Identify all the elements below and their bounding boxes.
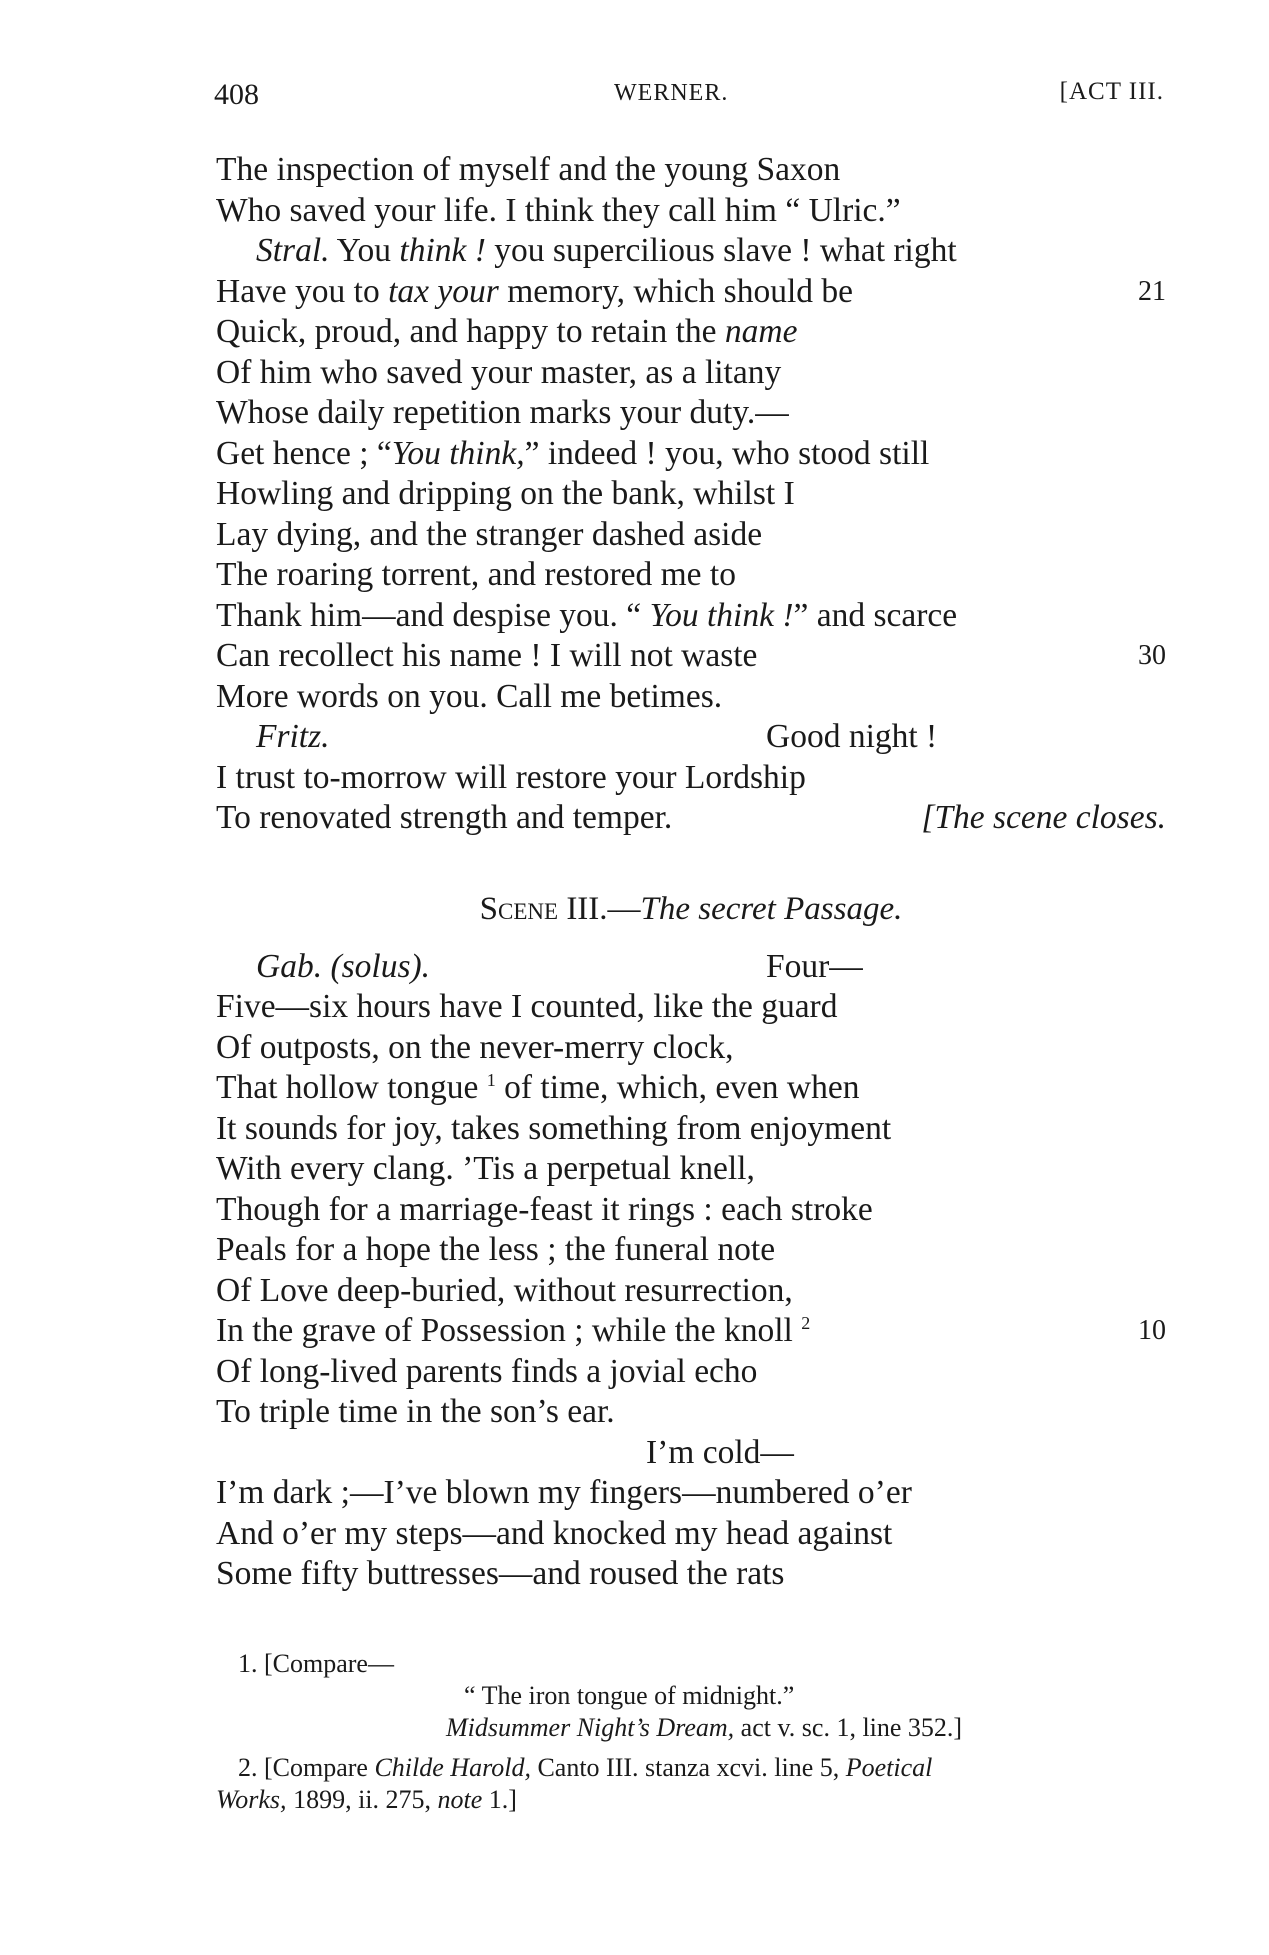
footnote-1-source-rest: act v. sc. 1, line 352.]	[734, 1713, 963, 1742]
scene-gap	[216, 839, 1166, 889]
footnote-1-quote	[216, 1680, 1166, 1712]
footnote-2-text-b: Canto III. stanza xcvi. line 5,	[530, 1753, 846, 1782]
verse-line	[216, 393, 1166, 434]
footnote-1-source	[216, 1712, 1166, 1744]
scene-number: III.—	[558, 890, 641, 927]
verse-text: ” indeed ! you, who stood still	[524, 434, 930, 472]
verse-text: Of Love deep-buried, without resurrection,	[216, 1271, 793, 1309]
scene-heading	[216, 889, 1166, 947]
verse-line	[216, 1271, 1166, 1312]
footnote-2-works-b: Works,	[216, 1785, 287, 1814]
verse-text: Peals for a hope the less ; the funeral note	[216, 1231, 776, 1268]
running-title: WERNER.	[614, 80, 729, 106]
footnote-marker: 1	[486, 1069, 496, 1090]
verse-text: memory, which should be	[498, 272, 854, 310]
stage-direction: (solus).	[322, 947, 431, 985]
verse-text: More words on you. Call me betimes.	[216, 677, 723, 715]
verse-line	[216, 434, 1166, 475]
verse-line	[216, 1230, 1166, 1271]
footnote-2-text-a: 2. [Compare	[238, 1753, 375, 1782]
verse-block	[216, 150, 1166, 1595]
verse-line	[216, 1473, 1166, 1514]
verse-line	[216, 987, 1166, 1028]
verse-text-right: Good night !	[766, 718, 938, 755]
verse-line	[216, 758, 1166, 799]
verse-line	[216, 1311, 1166, 1352]
verse-text: I trust to-morrow will restore your Lordship	[216, 758, 806, 796]
scene-word: Scene	[479, 890, 559, 927]
speaker-name: Gab.	[256, 947, 323, 985]
footnote-1-label	[216, 1648, 1166, 1680]
footnote-marker: 2	[801, 1312, 811, 1333]
verse-text: Though for a marriage-feast it rings : each stroke	[216, 1190, 873, 1228]
footnote-1-source-title: Midsummer Night’s Dream,	[446, 1713, 735, 1742]
verse-text: Howling and dripping on the bank, whilst I	[216, 475, 795, 512]
scene-location: The secret Passage.	[640, 890, 903, 927]
verse-text-right: I’m cold—	[646, 1433, 794, 1471]
verse-line	[216, 312, 1166, 353]
verse-emphasis: You think,	[391, 434, 525, 472]
verse-text: With every clang. ’Tis a perpetual knell,	[216, 1150, 755, 1187]
verse-text: Of him who saved your master, as a litany	[216, 353, 782, 391]
line-number: 30	[1138, 640, 1166, 671]
verse-line	[216, 636, 1166, 677]
footnote-1-label-text: 1. [Compare—	[238, 1649, 394, 1678]
verse-line	[216, 1514, 1166, 1555]
verse-text: of time, which, even when	[495, 1069, 860, 1106]
verse-emphasis: You think !	[649, 596, 794, 634]
verse-text: In the grave of Possession ; while the knoll	[216, 1312, 802, 1349]
speaker-name: Stral.	[256, 232, 330, 269]
act-label: [ACT III.	[1059, 78, 1164, 105]
verse-text: Lay dying, and the stranger dashed aside	[216, 515, 763, 553]
line-number: 10	[1138, 1315, 1166, 1346]
verse-text: Who saved your life. I think they call him “ Ulric.”	[216, 191, 901, 229]
footnote-2-works-a: Poetical	[845, 1753, 933, 1782]
verse-line	[216, 1554, 1166, 1595]
verse-line	[216, 1433, 1166, 1474]
verse-text: That hollow tongue	[216, 1069, 487, 1106]
verse-line	[216, 947, 1166, 988]
verse-text: Five—six hours have I counted, like the guard	[216, 988, 838, 1025]
verse-text: The roaring torrent, and restored me to	[216, 556, 736, 593]
verse-line	[216, 353, 1166, 394]
verse-line	[216, 596, 1166, 637]
verse-text: Quick, proud, and happy to retain the	[216, 313, 725, 350]
verse-text: Of outposts, on the never-merry clock,	[216, 1028, 734, 1066]
verse-line	[216, 1392, 1166, 1433]
footnote-2-title: Childe Harold,	[374, 1753, 531, 1782]
verse-emphasis: name	[724, 313, 798, 350]
verse-text: The inspection of myself and the young Saxon	[216, 151, 841, 188]
verse-line	[216, 272, 1166, 313]
footnotes	[216, 1648, 1166, 1816]
verse-line	[216, 1068, 1166, 1109]
footnote-2-note-word: note	[437, 1785, 483, 1814]
verse-line	[216, 798, 1166, 839]
verse-line	[216, 1190, 1166, 1231]
footnote-2-line-2	[216, 1784, 1166, 1816]
verse-text: Get hence ; “	[216, 434, 392, 472]
line-number: 21	[1138, 275, 1166, 307]
verse-line	[216, 1028, 1166, 1069]
verse-text: You	[329, 232, 400, 269]
verse-emphasis: think !	[399, 232, 486, 269]
stage-direction: [The scene closes.	[921, 799, 1166, 836]
verse-line	[216, 555, 1166, 596]
verse-text: Whose daily repetition marks your duty.—	[216, 394, 789, 431]
verse-text: Can recollect his name ! I will not waste	[216, 637, 758, 674]
verse-text: To triple time in the son’s ear.	[216, 1393, 615, 1430]
verse-text: To renovated strength and temper.	[216, 799, 673, 836]
footnote-2-text-d: 1.]	[482, 1785, 517, 1814]
verse-text: Thank him—and despise you. “	[216, 596, 650, 634]
verse-line	[216, 150, 1166, 191]
speaker-name: Fritz.	[256, 718, 330, 755]
page-number: 408	[214, 78, 259, 111]
footnote-1-quote-text: “ The iron tongue of midnight.”	[464, 1681, 795, 1710]
verse-text: Have you to	[216, 272, 389, 310]
verse-text: And o’er my steps—and knocked my head against	[216, 1514, 893, 1552]
verse-line	[216, 515, 1166, 556]
verse-line	[216, 1352, 1166, 1393]
verse-emphasis: tax your	[388, 272, 499, 310]
verse-line	[216, 1109, 1166, 1150]
verse-text: It sounds for joy, takes something from enjoyment	[216, 1109, 892, 1147]
verse-line	[216, 231, 1166, 272]
footnote-2-line-1	[216, 1752, 1166, 1784]
footnote-2-text-c: 1899, ii. 275,	[286, 1785, 438, 1814]
verse-text: you supercilious slave ! what right	[485, 232, 957, 269]
verse-text: Of long-lived parents finds a jovial echo	[216, 1352, 758, 1390]
verse-text: ” and scarce	[793, 596, 958, 634]
verse-text-right: Four—	[766, 947, 863, 985]
verse-text: I’m dark ;—I’ve blown my fingers—numbered o’er	[216, 1474, 912, 1511]
verse-line	[216, 677, 1166, 718]
verse-line	[216, 191, 1166, 232]
verse-line	[216, 717, 1166, 758]
verse-text: Some fifty buttresses—and roused the rats	[216, 1555, 785, 1592]
running-header	[214, 78, 1164, 118]
verse-line	[216, 1149, 1166, 1190]
verse-line	[216, 474, 1166, 515]
